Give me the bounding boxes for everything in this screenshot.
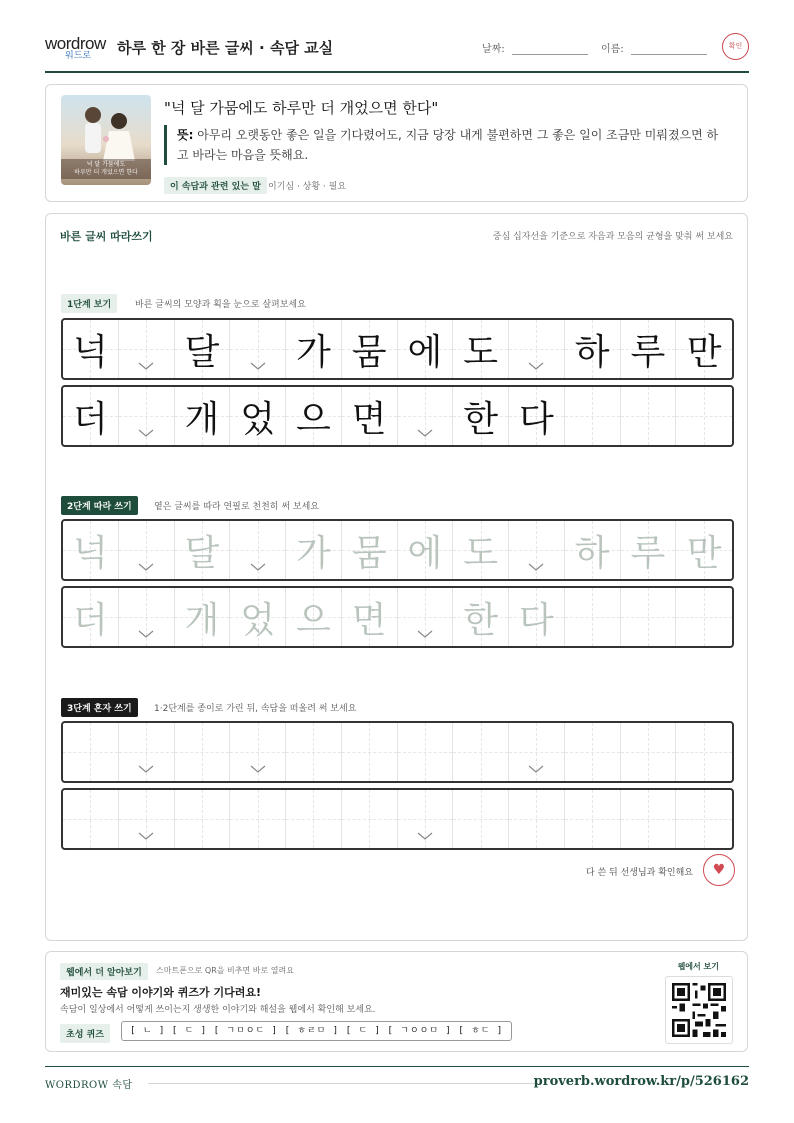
grid-cell — [398, 320, 454, 378]
grid-cell[interactable] — [565, 790, 621, 848]
qr-code-icon — [672, 983, 726, 1037]
grid-cell[interactable] — [286, 790, 342, 848]
grid-cell[interactable] — [119, 588, 175, 646]
grid-cell[interactable] — [676, 521, 732, 579]
grid-cell[interactable] — [621, 723, 677, 781]
grid-cell[interactable] — [398, 588, 454, 646]
web-title: 재미있는 속담 이야기와 퀴즈가 기다려요! — [60, 986, 261, 999]
grid-cell — [453, 387, 509, 445]
grid-cell[interactable] — [509, 521, 565, 579]
stage1-row-2 — [61, 385, 734, 447]
grid-cell — [621, 387, 677, 445]
grid-cell[interactable] — [453, 790, 509, 848]
grid-cell — [453, 320, 509, 378]
space-mark-icon — [138, 563, 154, 571]
grid-cell — [342, 387, 398, 445]
stage3-tag: 3단계 혼자 쓰기 — [61, 698, 138, 717]
stage1-tag: 1단계 보기 — [61, 294, 117, 313]
space-mark-icon — [138, 630, 154, 638]
grid-char: 다 — [518, 599, 554, 641]
date-label: 날짜: — [482, 44, 505, 55]
check-stamp-icon: 확인 — [722, 33, 749, 60]
space-mark-icon — [138, 429, 154, 437]
grid-char: 었 — [240, 599, 276, 641]
grid-char: 한 — [463, 599, 499, 641]
meaning-label: 뜻: — [177, 128, 194, 142]
grid-char: 개 — [184, 599, 220, 641]
date-field[interactable] — [512, 54, 588, 55]
chosung-quiz: [ ㄴ ] [ ㄷ ] [ ㄱㅁㅇㄷ ] [ ㅎㄹㅁ ] [ ㄷ ] [ ㄱㅇㅇㅁ ] [ ㅎㄷ ] — [121, 1021, 512, 1041]
grid-char: 면 — [351, 599, 387, 641]
space-mark-icon — [250, 765, 266, 773]
grid-char: 뭄 — [351, 532, 387, 574]
grid-char: 으 — [295, 599, 331, 641]
grid-cell[interactable] — [286, 588, 342, 646]
grid-cell[interactable] — [230, 790, 286, 848]
thumbnail-caption-2: 하루만 더 개었으면 한다 — [74, 169, 138, 176]
grid-cell — [175, 320, 231, 378]
grid-cell[interactable] — [509, 588, 565, 646]
space-mark-icon — [250, 563, 266, 571]
stage3-desc: 1·2단계를 종이로 가린 뒤, 속담을 떠올려 써 보세요 — [154, 704, 357, 714]
grid-cell[interactable] — [175, 588, 231, 646]
grid-char: 개 — [184, 398, 220, 440]
grid-cell — [63, 320, 119, 378]
practice-title: 바른 글씨 따라쓰기 — [60, 230, 153, 243]
space-mark-icon — [417, 429, 433, 437]
qr-label: 웹에서 보기 — [677, 962, 719, 971]
grid-cell — [565, 387, 621, 445]
footer-rule — [45, 1066, 749, 1067]
quiz-tag: 초성 퀴즈 — [60, 1024, 110, 1043]
grid-char: 다 — [518, 398, 554, 440]
grid-cell — [119, 387, 175, 445]
grid-cell[interactable] — [119, 790, 175, 848]
grid-char: 더 — [72, 599, 108, 641]
grid-char: 면 — [351, 398, 387, 440]
practice-guide: 중심 십자선을 기준으로 자음과 모음의 균형을 맞춰 써 보세요 — [492, 232, 733, 242]
grid-cell[interactable] — [453, 521, 509, 579]
grid-char: 루 — [630, 331, 666, 373]
page-title: 하루 한 장 바른 글씨 · 속담 교실 — [117, 39, 334, 57]
grid-cell[interactable] — [175, 521, 231, 579]
thumbnail-caption-1: 넉 달 가뭄에도 — [86, 161, 126, 168]
web-hint: 스마트폰으로 QR을 비추면 바로 열려요 — [156, 966, 294, 975]
grid-cell — [621, 320, 677, 378]
web-desc: 속담이 일상에서 어떻게 쓰이는지 생생한 이야기와 해설을 웹에서 확인해 보세요. — [60, 1005, 376, 1015]
name-field[interactable] — [631, 54, 707, 55]
grid-char: 하 — [574, 532, 610, 574]
footer-brand: WORDROW 속담 — [45, 1080, 133, 1091]
grid-cell[interactable] — [286, 723, 342, 781]
space-mark-icon — [138, 765, 154, 773]
related-tag: 이 속담과 관련 있는 말 — [164, 177, 267, 194]
related-words: 이기심 · 상황 · 필요 — [268, 182, 347, 192]
grid-char: 루 — [630, 532, 666, 574]
grid-cell[interactable] — [230, 588, 286, 646]
grid-cell[interactable] — [453, 723, 509, 781]
grid-cell[interactable] — [63, 588, 119, 646]
grid-cell[interactable] — [398, 790, 454, 848]
proverb-thumbnail — [61, 95, 151, 185]
page-header — [45, 28, 749, 73]
web-card — [45, 951, 748, 1052]
grid-cell[interactable] — [119, 723, 175, 781]
grid-char: 가 — [295, 331, 331, 373]
grid-cell — [565, 320, 621, 378]
stage3-row-1[interactable] — [61, 721, 734, 783]
proverb-card — [45, 84, 748, 202]
grid-cell[interactable] — [342, 723, 398, 781]
wordrow-logo: wordrow — [45, 34, 106, 53]
grid-char: 으 — [295, 398, 331, 440]
stage2-row-1[interactable] — [61, 519, 734, 581]
qr-code[interactable] — [665, 976, 733, 1044]
grid-char: 만 — [686, 532, 722, 574]
proverb-quote: "넉 달 가뭄에도 하루만 더 개었으면 한다" — [164, 99, 439, 117]
grid-cell — [286, 387, 342, 445]
grid-cell — [676, 320, 732, 378]
grid-cell[interactable] — [676, 790, 732, 848]
grid-cell[interactable] — [63, 723, 119, 781]
grid-cell[interactable] — [286, 521, 342, 579]
grid-cell — [676, 387, 732, 445]
grid-cell[interactable] — [565, 521, 621, 579]
grid-char: 에 — [407, 532, 443, 574]
grid-cell — [509, 387, 565, 445]
space-mark-icon — [417, 832, 433, 840]
grid-char: 도 — [463, 532, 499, 574]
grid-cell — [342, 320, 398, 378]
space-mark-icon — [250, 362, 266, 370]
footer-divider — [148, 1083, 538, 1084]
grid-cell[interactable] — [676, 588, 732, 646]
grid-cell — [63, 387, 119, 445]
space-mark-icon — [528, 362, 544, 370]
grid-cell — [119, 320, 175, 378]
grid-char: 넉 — [72, 532, 108, 574]
grid-char: 만 — [686, 331, 722, 373]
grid-cell[interactable] — [676, 723, 732, 781]
grid-cell[interactable] — [342, 588, 398, 646]
practice-card — [45, 213, 748, 941]
grid-char: 더 — [72, 398, 108, 440]
grid-char: 달 — [184, 331, 220, 373]
grid-char: 달 — [184, 532, 220, 574]
stage2-tag: 2단계 따라 쓰기 — [61, 496, 138, 515]
grid-char: 었 — [240, 398, 276, 440]
grid-cell[interactable] — [230, 723, 286, 781]
grid-char: 뭄 — [351, 331, 387, 373]
grid-cell[interactable] — [119, 521, 175, 579]
grid-cell[interactable] — [565, 588, 621, 646]
space-mark-icon — [528, 563, 544, 571]
stage2-row-2[interactable] — [61, 586, 734, 648]
name-label: 이름: — [601, 44, 624, 55]
footer-url[interactable]: proverb.wordrow.kr/p/526162 — [533, 1074, 749, 1089]
stage1-desc: 바른 글씨의 모양과 획을 눈으로 살펴보세요 — [135, 300, 306, 310]
grid-cell[interactable] — [621, 521, 677, 579]
grid-char: 에 — [407, 331, 443, 373]
space-mark-icon — [417, 630, 433, 638]
grid-cell[interactable] — [175, 723, 231, 781]
grid-cell[interactable] — [63, 521, 119, 579]
stage2-desc: 옅은 글씨를 따라 연필로 천천히 써 보세요 — [154, 502, 319, 512]
grid-cell[interactable] — [453, 588, 509, 646]
grid-cell[interactable] — [398, 723, 454, 781]
grid-cell[interactable] — [342, 521, 398, 579]
grid-cell[interactable] — [63, 790, 119, 848]
space-mark-icon — [138, 832, 154, 840]
wordrow-logo-sub: 워드로 — [65, 51, 92, 61]
grid-char: 넉 — [72, 331, 108, 373]
grid-cell[interactable] — [509, 723, 565, 781]
grid-cell — [175, 387, 231, 445]
grid-cell[interactable] — [621, 588, 677, 646]
grid-cell[interactable] — [342, 790, 398, 848]
grid-cell — [509, 320, 565, 378]
space-mark-icon — [528, 765, 544, 773]
heart-stamp-icon: ♥ — [703, 854, 735, 886]
stage1-row-1 — [61, 318, 734, 380]
proverb-meaning — [164, 125, 724, 165]
grid-char: 도 — [463, 331, 499, 373]
space-mark-icon — [138, 362, 154, 370]
meaning-text: 아무리 오랫동안 좋은 일을 기다렸어도, 지금 당장 내게 불편하면 그 좋은 일이 조금만 미뤄졌으면 하고 바라는 마음을 뜻해요. — [177, 128, 719, 162]
grid-cell — [230, 320, 286, 378]
web-tag: 웹에서 더 알아보기 — [60, 963, 148, 980]
stage3-row-2[interactable] — [61, 788, 734, 850]
grid-cell — [286, 320, 342, 378]
grid-char: 하 — [574, 331, 610, 373]
grid-cell[interactable] — [565, 723, 621, 781]
grid-cell — [398, 387, 454, 445]
grid-cell[interactable] — [621, 790, 677, 848]
grid-cell[interactable] — [398, 521, 454, 579]
grid-cell[interactable] — [175, 790, 231, 848]
grid-char: 가 — [295, 532, 331, 574]
teacher-check-text: 다 쓴 뒤 선생님과 확인해요 — [585, 868, 693, 878]
grid-cell[interactable] — [509, 790, 565, 848]
grid-cell[interactable] — [230, 521, 286, 579]
grid-cell — [230, 387, 286, 445]
grid-char: 한 — [463, 398, 499, 440]
